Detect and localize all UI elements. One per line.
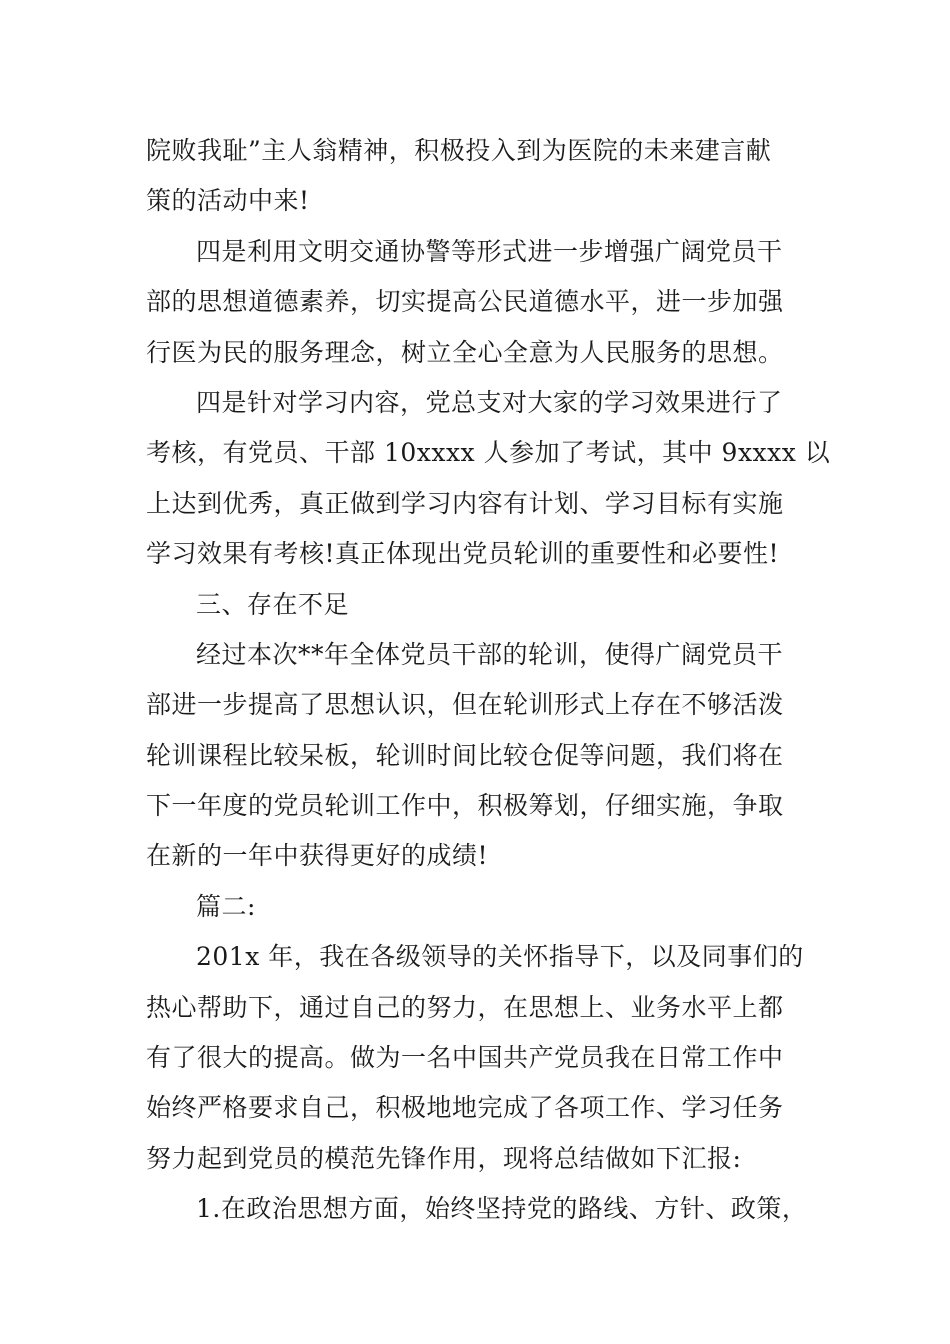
text-line-7: 考核，有党员、干部 10xxxx 人参加了考试，其中 9xxxx 以	[146, 438, 831, 468]
text-line-12: 部进一步提高了思想认识，但在轮训形式上存在不够活泼	[146, 690, 784, 720]
section-heading-part-two: 篇二:	[196, 891, 256, 921]
text-line-15: 在新的一年中获得更好的成绩!	[146, 841, 489, 871]
text-line-11: 经过本次**年全体党员干部的轮训，使得广阔党员干	[196, 639, 784, 669]
text-line-20: 始终严格要求自己，积极地地完成了各项工作、学习任务	[146, 1093, 784, 1123]
text-line-17: 201x 年，我在各级领导的关怀指导下，以及同事们的	[196, 942, 804, 972]
text-line-9: 学习效果有考核!真正体现出党员轮训的重要性和必要性!	[146, 539, 780, 569]
text-line-21: 努力起到党员的模范先锋作用，现将总结做如下汇报:	[146, 1143, 742, 1173]
text-line-3: 四是利用文明交通协警等形式进一步增强广阔党员干	[196, 236, 783, 266]
text-line-2: 策的活动中来!	[146, 186, 310, 216]
text-line-6: 四是针对学习内容，党总支对大家的学习效果进行了	[196, 387, 783, 417]
text-line-5: 行医为民的服务理念，树立全心全意为人民服务的思想。	[146, 337, 784, 367]
text-line-19: 有了很大的提高。做为一名中国共产党员我在日常工作中	[146, 1043, 784, 1073]
section-heading-shortcomings: 三、存在不足	[196, 589, 350, 619]
text-line-1: 院败我耻”主人翁精神，积极投入到为医院的未来建言献	[146, 136, 772, 165]
text-line-4: 部的思想道德素养，切实提高公民道德水平，进一步加强	[146, 287, 784, 317]
text-line-13: 轮训课程比较呆板，轮训时间比较仓促等问题，我们将在	[146, 740, 784, 770]
text-line-18: 热心帮助下，通过自己的努力，在思想上、业务水平上都	[146, 992, 784, 1022]
text-line-8: 上达到优秀，真正做到学习内容有计划、学习目标有实施	[146, 488, 784, 518]
text-line-14: 下一年度的党员轮训工作中，积极筹划，仔细实施，争取	[146, 791, 784, 821]
document-body	[146, 126, 836, 1235]
text-line-22: 1.在政治思想方面，始终坚持党的路线、方针、政策，	[196, 1194, 808, 1224]
